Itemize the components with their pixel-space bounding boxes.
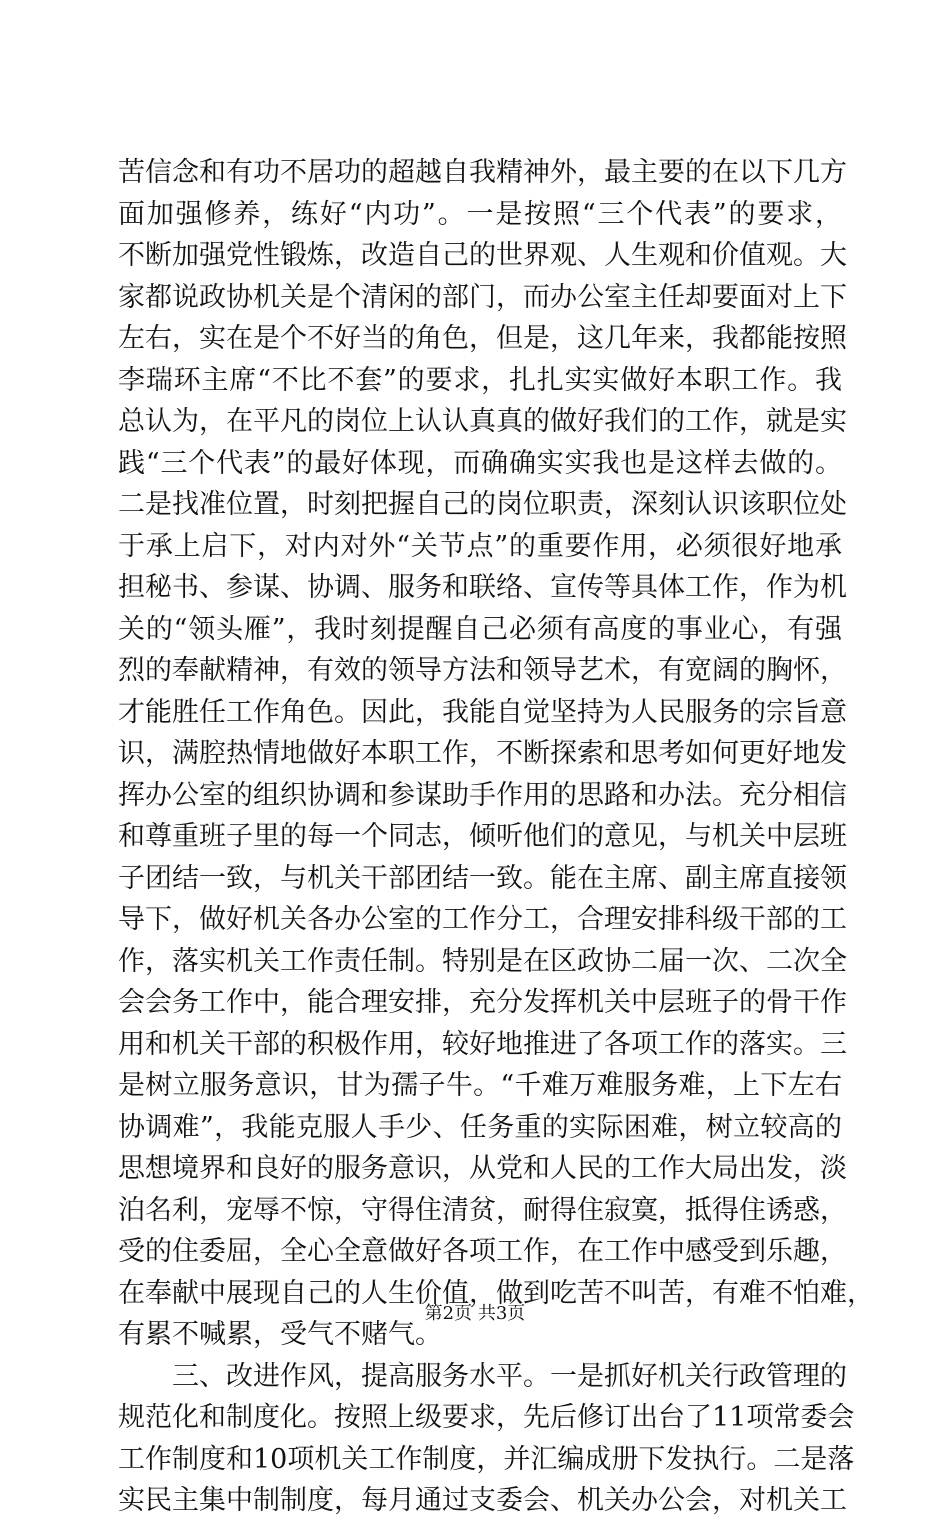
text-line-31: 规范化和制度化。按照上级要求，先后修订出台了11项常委会 [118, 1402, 855, 1433]
page-footer [0, 1302, 950, 1326]
text-line-7: 总认为，在平凡的岗位上认认真真的做好我们的工作，就是实 [118, 406, 847, 437]
text-line-28: 在奉献中展现自己的人生价值，做到吃苦不叫苦，有难不怕难， [118, 1277, 874, 1309]
text-line-19: 导下，做好机关各办公室的工作分工，合理安排科级干部的工 [118, 904, 847, 935]
text-line-29: 有累不喊累，受气不赌气。 [118, 1319, 442, 1350]
text-line-9: 二是找准位置，时刻把握自己的岗位职责，深刻认识该职位处 [118, 489, 847, 520]
text-line-6: 李瑞环主席“不比不套”的要求，扎扎实实做好本职工作。我 [118, 364, 842, 396]
text-line-8: 践“三个代表”的最好体现，而确确实实我也是这样去做的。 [118, 447, 842, 479]
text-line-12: 关的“领头雁”，我时刻提醒自己必须有高度的事业心，有强 [118, 613, 842, 645]
text-line-33: 实民主集中制制度，每月通过支委会、机关办公会，对机关工 [118, 1485, 847, 1516]
text-line-2: 面加强修养，练好“内功”。一是按照“三个代表”的要求， [118, 198, 842, 230]
text-line-26: 泊名利，宠辱不惊，守得住清贫，耐得住寂寞，抵得住诱惑， [118, 1194, 847, 1226]
text-line-10: 于承上启下，对内对外“关节点”的重要作用，必须很好地承 [118, 530, 842, 562]
text-line-13: 烈的奉献精神，有效的领导方法和领导艺术，有宽阔的胸怀， [118, 655, 847, 686]
text-line-1: 苦信念和有功不居功的超越自我精神外，最主要的在以下几方 [118, 157, 847, 188]
text-line-25: 思想境界和良好的服务意识，从党和人民的工作大局出发，淡 [118, 1153, 847, 1184]
text-line-18: 子团结一致，与机关干部团结一致。能在主席、副主席直接领 [118, 862, 847, 894]
text-line-5: 左右，实在是个不好当的角色，但是，这几年来，我都能按照 [118, 323, 847, 354]
text-line-16: 挥办公室的组织协调和参谋助手作用的思路和办法。充分相信 [118, 779, 847, 811]
text-line-24: 协调难”，我能克服人手少、任务重的实际困难，树立较高的 [118, 1111, 842, 1143]
text-line-32: 工作制度和10项机关工作制度，并汇编成册下发执行。二是落 [118, 1443, 855, 1475]
text-line-11: 担秘书、参谋、协调、服务和联络、宣传等具体工作，作为机 [118, 572, 847, 603]
text-line-17: 和尊重班子里的每一个同志，倾听他们的意见，与机关中层班 [118, 821, 847, 852]
text-line-22: 用和机关干部的积极作用，较好地推进了各项工作的落实。三 [118, 1028, 847, 1060]
text-line-20: 作，落实机关工作责任制。特别是在区政协二届一次、二次全 [118, 945, 847, 977]
text-line-3: 不断加强党性锻炼，改造自己的世界观、人生观和价值观。大 [118, 240, 847, 271]
text-line-21: 会会务工作中，能合理安排，充分发挥机关中层班子的骨干作 [118, 987, 847, 1018]
text-line-27: 受的住委屈，全心全意做好各项工作，在工作中感受到乐趣， [118, 1236, 847, 1267]
text-line-23: 是树立服务意识，甘为孺子牛。“千难万难服务难，上下左右 [118, 1070, 842, 1101]
text-line-14: 才能胜任工作角色。因此，我能自觉坚持为人民服务的宗旨意 [118, 696, 847, 728]
text-line-30: 三、改进作风，提高服务水平。一是抓好机关行政管理的 [172, 1360, 847, 1392]
page-number-label: 第2页 共3页 [424, 1303, 526, 1324]
text-line-15: 识，满腔热情地做好本职工作，不断探索和思考如何更好地发 [118, 738, 847, 769]
text-line-4: 家都说政协机关是个清闲的部门，而办公室主任却要面对上下 [118, 281, 847, 313]
